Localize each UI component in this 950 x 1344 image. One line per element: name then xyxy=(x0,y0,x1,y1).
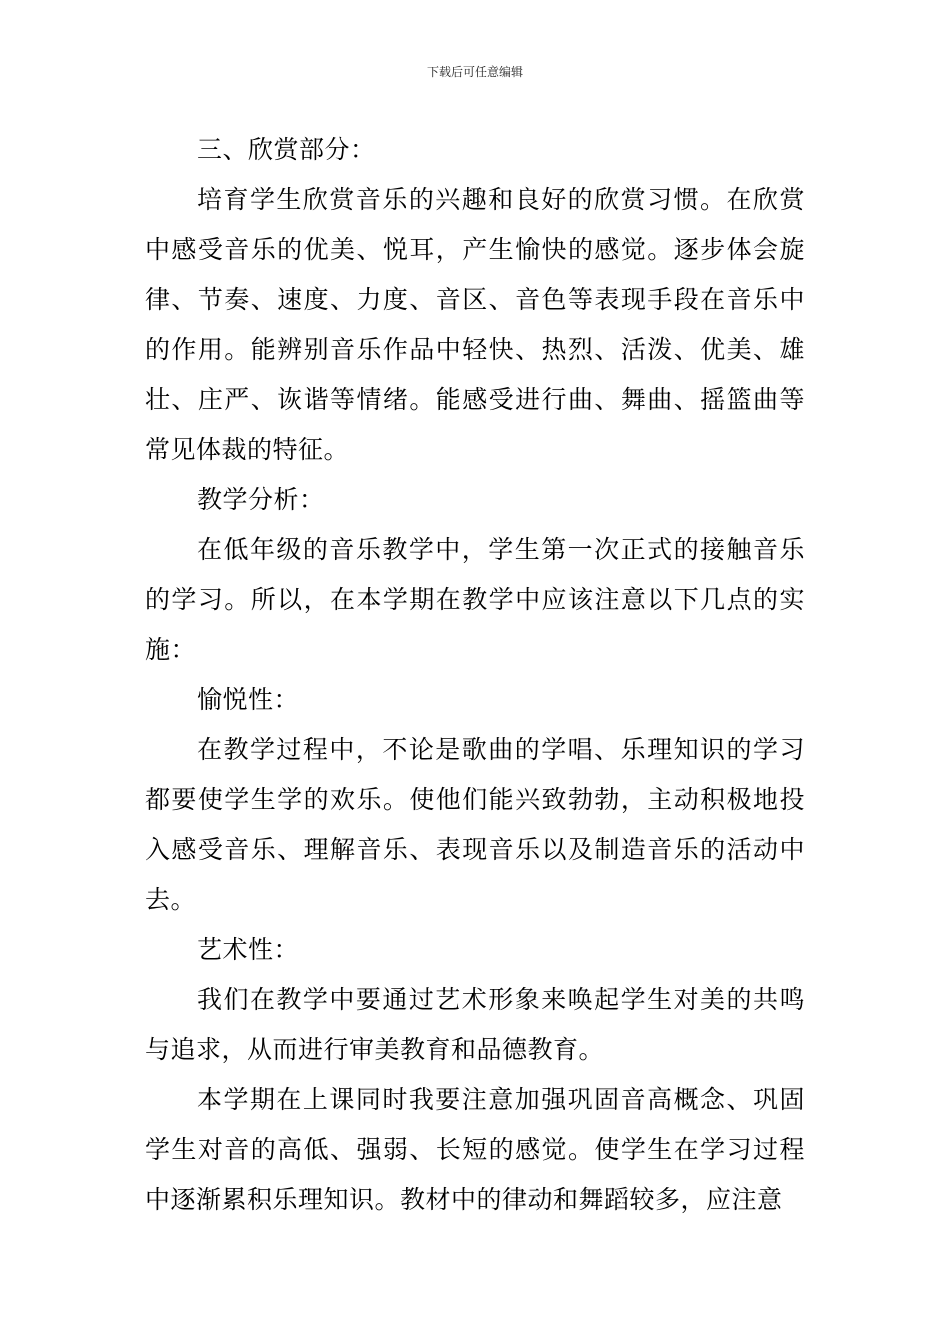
section-heading-artistry: 艺术性： xyxy=(197,935,300,964)
paragraph-teaching-analysis: 在低年级的音乐教学中，学生第一次正式的接触音乐的学习。所以，在本学期在教学中应该注意以下几点的实施： xyxy=(145,535,805,664)
paragraph-enjoyment: 在教学过程中，不论是歌曲的学唱、乐理知识的学习都要使学生学的欢乐。使他们能兴致勃勃，主动积极地投入感受音乐、理解音乐、表现音乐以及制造音乐的活动中去。 xyxy=(145,735,805,914)
paragraph-semester-plan: 本学期在上课同时我要注意加强巩固音高概念、巩固学生对音的高低、强弱、长短的感觉。使学生在学习过程中逐渐累积乐理知识。教材中的律动和舞蹈较多，应注意 xyxy=(145,1085,805,1214)
section-heading-appreciation: 三、欣赏部分： xyxy=(197,135,376,164)
page-header-note: 下载后可任意编辑 xyxy=(426,65,523,79)
section-heading-teaching-analysis: 教学分析： xyxy=(197,485,325,514)
paragraph-artistry: 我们在教学中要通过艺术形象来唤起学生对美的共鸣与追求，从而进行审美教育和品德教育。 xyxy=(145,985,805,1064)
section-heading-enjoyment: 愉悦性： xyxy=(197,685,300,714)
paragraph-appreciation-goals: 培育学生欣赏音乐的兴趣和良好的欣赏习惯。在欣赏中感受音乐的优美、悦耳，产生愉快的感觉。逐步体会旋律、节奏、速度、力度、音区、音色等表现手段在音乐中的作用。能辨别音乐作品中轻快、热烈、活泼、优美、雄壮、庄严、诙谐等情绪。能感受进行曲、舞曲、摇篮曲等常见体裁的特征。 xyxy=(145,185,805,464)
document-body xyxy=(145,125,805,1225)
